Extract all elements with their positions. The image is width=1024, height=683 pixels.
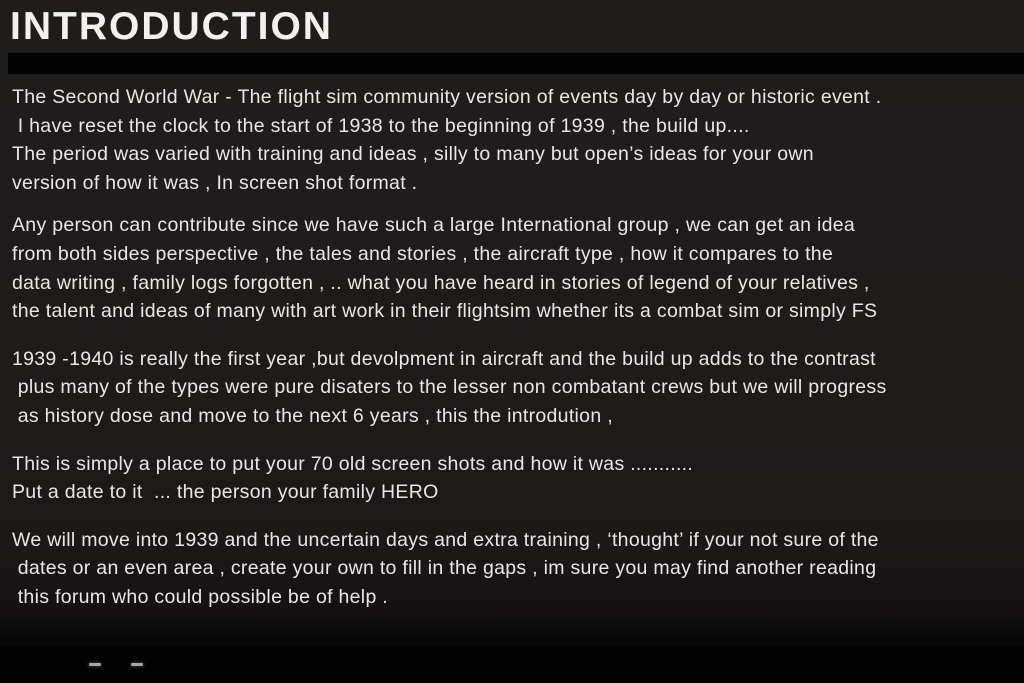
- paragraph-line: Any person can contribute since we have such a large International group , we can get an idea: [12, 214, 856, 237]
- paragraph-line: plus many of the types were pure disaters to the lesser non combatant crews but we will progress: [12, 376, 887, 399]
- paragraph-line: The Second World War - The flight sim community version of events day by day or historic event .: [12, 86, 882, 108]
- paragraph-line: this forum who could possible be of help .: [12, 585, 389, 608]
- intro-paragraph-1: [12, 83, 1018, 197]
- intro-paragraph-3: [12, 345, 1018, 431]
- intro-paragraph-4: [12, 450, 1018, 507]
- paragraph-line: We will move into 1939 and the uncertain days and extra training , ‘thought’ if your not sure of the: [12, 528, 879, 551]
- paragraph-line: I have reset the clock to the start of 1938 to the beginning of 1939 , the build up....: [12, 114, 750, 137]
- intro-paragraph-2: [12, 211, 1018, 325]
- paragraph-line: from both sides perspective , the tales and stories , the aircraft type , how it compares to the: [12, 242, 834, 265]
- paragraph-line: This is simply a place to put your 70 old screen shots and how it was ...........: [12, 452, 694, 475]
- footer-bar: [0, 646, 1024, 683]
- paragraph-line: the talent and ideas of many with art work in their flightsim whether its a combat sim or simply FS: [12, 300, 878, 323]
- body-text: [0, 74, 1024, 612]
- footer-dash: [131, 663, 143, 666]
- paragraph-line: 1939 -1940 is really the first year ,but devolpment in aircraft and the build up adds to the contrast: [12, 347, 876, 370]
- paragraph-line: data writing , family logs forgotten , .. what you have heard in stories of legend of your relatives ,: [12, 271, 870, 294]
- paragraph-line: as history dose and move to the next 6 years , this the introdution ,: [12, 404, 613, 427]
- intro-paragraph-5: [12, 526, 1018, 612]
- title-underline-bar: [8, 53, 1024, 74]
- paragraph-line: dates or an even area , create your own to fill in the gaps , im sure you may find another reading: [12, 557, 877, 580]
- paragraph-line: version of how it was , In screen shot format .: [12, 171, 418, 194]
- page-title: INTRODUCTION: [10, 5, 333, 48]
- footer-dash: [89, 663, 101, 666]
- paragraph-line: Put a date to it ... the person your family HERO: [12, 481, 439, 504]
- paragraph-line: The period was varied with training and ideas , silly to many but open’s ideas for your own: [12, 143, 814, 166]
